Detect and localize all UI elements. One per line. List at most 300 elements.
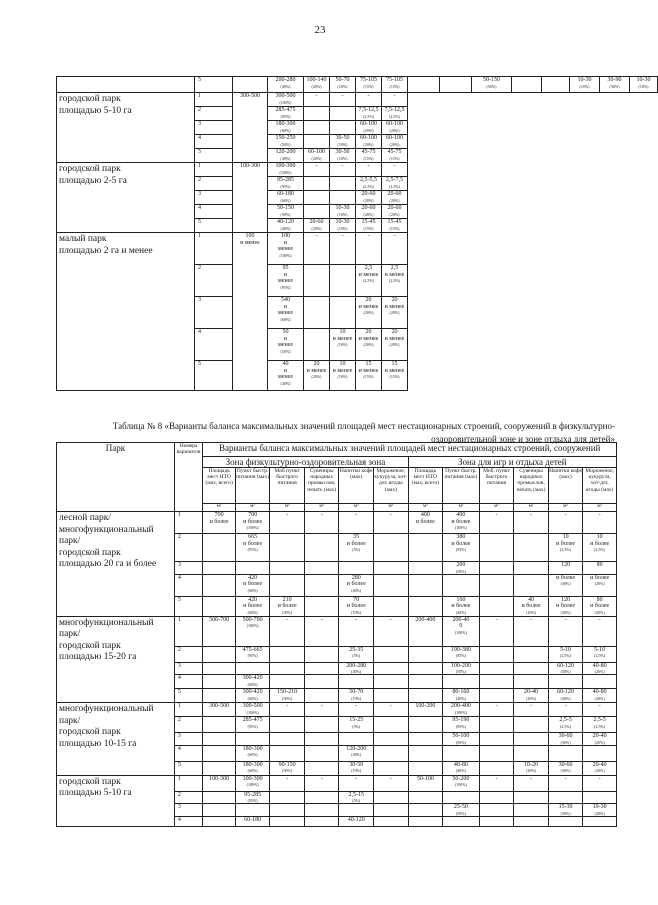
value-cell — [479, 534, 514, 562]
value-cell: 60-180 (60%) — [268, 191, 304, 205]
value-cell: 10-30 (10%) — [330, 219, 356, 233]
value-cell — [270, 662, 305, 675]
value-cell — [408, 646, 443, 662]
value-cell: 5-10 (2,5%) — [583, 646, 617, 662]
value-cell: 20-40 (10%) — [514, 689, 549, 703]
variant-number: 3 — [174, 562, 202, 575]
value-cell — [304, 562, 339, 575]
value-cell: 20 и менее (20%) — [382, 297, 408, 329]
value-cell — [374, 791, 409, 804]
value-cell — [304, 745, 339, 761]
value-cell: 200 (50%) — [443, 562, 480, 575]
value-cell: - — [304, 616, 339, 646]
value-cell — [479, 733, 514, 746]
value-cell: 100-140 (20%) — [304, 77, 330, 93]
value-cell: 80 — [583, 562, 617, 575]
variant-number: 1 — [174, 775, 202, 791]
value-cell: - — [270, 775, 305, 791]
value-cell — [270, 646, 305, 662]
table-8-caption: Таблица № 8 «Варианты баланса максимальных значений площадей мест нестационарных строений, сооружений в физкультурно-оздоровительной зоне и зоне отдыха для детей» — [112, 421, 615, 444]
header-balance: Варианты баланса максимальных значений площадей мест нестационарных строений, сооружений — [203, 443, 617, 457]
value-cell: 100 и менее (100%) — [268, 233, 304, 265]
value-cell — [479, 761, 514, 775]
value-cell: - — [356, 163, 382, 177]
value-cell: 50-150 (50%) — [472, 77, 512, 93]
variant-number: 5 — [195, 219, 233, 233]
value-cell — [514, 534, 549, 562]
page-number: 23 — [314, 24, 326, 36]
value-cell: 20-60 (20%) — [356, 191, 382, 205]
value-cell — [203, 816, 236, 826]
value-cell — [235, 562, 270, 575]
header-variant-number: Номера вариантов — [174, 443, 202, 512]
value-cell: 475-665 (95%) — [235, 646, 270, 662]
value-cell — [270, 791, 305, 804]
value-cell: - — [304, 512, 339, 534]
value-cell — [304, 733, 339, 746]
value-cell: - — [479, 616, 514, 646]
value-cell: 200-400 — [408, 616, 443, 646]
value-cell: - — [356, 233, 382, 265]
value-cell: 15-45 (15%) — [356, 219, 382, 233]
value-cell — [408, 574, 443, 596]
value-cell: 80-160 (40%) — [443, 689, 480, 703]
value-cell — [203, 791, 236, 804]
value-cell: - — [479, 775, 514, 791]
value-cell — [479, 646, 514, 662]
variant-number: 3 — [174, 733, 202, 746]
value-cell: 200-280 (40%) — [339, 662, 374, 675]
value-cell: - — [270, 616, 305, 646]
value-cell — [203, 562, 236, 575]
value-cell: 2,5 и менее (2,5%) — [382, 265, 408, 297]
value-cell — [443, 675, 480, 689]
park-cell — [57, 77, 195, 93]
value-cell: 10-30 (10%) — [330, 205, 356, 219]
area-value: 300-500 — [233, 93, 268, 163]
value-cell: 10 и менее (10%) — [330, 361, 356, 391]
value-cell: 45-75 (15%) — [356, 149, 382, 163]
value-cell — [270, 534, 305, 562]
unit-cell: м² — [408, 504, 443, 512]
value-cell — [408, 534, 443, 562]
value-cell: 190-380 (95%) — [443, 646, 480, 662]
value-cell: 50-150 (50%) — [268, 205, 304, 219]
value-cell — [408, 662, 443, 675]
value-cell: 15 и менее (15%) — [356, 361, 382, 391]
value-cell: 15-30 (30%) — [548, 804, 583, 817]
value-cell: 20 и менее (20%) — [356, 329, 382, 361]
value-cell — [235, 733, 270, 746]
table-8 — [56, 442, 617, 827]
value-cell: 300-500 — [203, 703, 236, 717]
value-cell: 50-100 — [408, 775, 443, 791]
value-cell — [339, 562, 374, 575]
value-cell — [270, 804, 305, 817]
area-value: 100 и менее — [233, 233, 268, 391]
value-cell: - — [583, 512, 617, 534]
table-7-continuation — [56, 76, 658, 391]
value-cell — [304, 761, 339, 775]
value-cell: 50-70 (10%) — [339, 689, 374, 703]
value-cell — [374, 761, 409, 775]
value-cell — [479, 574, 514, 596]
column-header: Напитки кофе (мах) — [339, 468, 374, 504]
value-cell: 180-300 (60%) — [235, 761, 270, 775]
value-cell: - — [330, 233, 356, 265]
value-cell — [514, 804, 549, 817]
column-header: Моб пункт быстрого питания — [270, 468, 305, 504]
value-cell — [270, 562, 305, 575]
value-cell — [514, 646, 549, 662]
value-cell — [304, 329, 330, 361]
value-cell: 120-200 (40%) — [268, 149, 304, 163]
value-cell — [408, 791, 443, 804]
value-cell: 665 и более (95%) — [235, 534, 270, 562]
value-cell: 25-50 (50%) — [443, 804, 480, 817]
variant-number: 4 — [195, 329, 233, 361]
value-cell: 80 и более (20%) — [583, 596, 617, 616]
value-cell — [374, 646, 409, 662]
value-cell — [440, 77, 472, 93]
value-cell — [514, 574, 549, 596]
value-cell: - — [583, 616, 617, 646]
value-cell: 160 и более (40%) — [443, 596, 480, 616]
value-cell: - — [339, 616, 374, 646]
value-cell — [408, 717, 443, 733]
value-cell: 60-120 (30%) — [548, 689, 583, 703]
value-cell — [203, 733, 236, 746]
park-name: городской парк площадью 5-10 га — [57, 775, 175, 826]
value-cell — [479, 791, 514, 804]
variant-number: 5 — [195, 149, 233, 163]
value-cell: 50-100 (50%) — [443, 733, 480, 746]
value-cell — [479, 562, 514, 575]
value-cell: - — [382, 93, 408, 107]
value-cell — [304, 791, 339, 804]
value-cell: - — [330, 163, 356, 177]
header-zone-fitness: Зона физкультурно-оздоровительная зона — [203, 457, 408, 468]
value-cell: 500-700 — [203, 616, 236, 646]
value-cell: 180-300 (60%) — [235, 745, 270, 761]
value-cell — [408, 745, 443, 761]
variant-number: 4 — [174, 745, 202, 761]
value-cell: 400 и более — [408, 512, 443, 534]
value-cell — [514, 733, 549, 746]
value-cell — [304, 135, 330, 149]
value-cell: - — [548, 512, 583, 534]
value-cell — [304, 804, 339, 817]
value-cell: 60-120 (30%) — [548, 662, 583, 675]
value-cell: 30-50 (10%) — [330, 149, 356, 163]
column-header: Сувениры народных промыслов, печать (мах) — [304, 468, 339, 504]
value-cell — [203, 574, 236, 596]
value-cell — [514, 745, 549, 761]
variant-number: 2 — [195, 107, 233, 121]
value-cell: - — [356, 93, 382, 107]
unit-cell: м² — [304, 504, 339, 512]
variant-number: 2 — [174, 534, 202, 562]
value-cell — [330, 265, 356, 297]
value-cell — [330, 107, 356, 121]
value-cell: 400 и более (100%) — [443, 512, 480, 534]
value-cell: - — [583, 703, 617, 717]
value-cell — [408, 562, 443, 575]
value-cell: 100-200 — [408, 703, 443, 717]
variant-number: 4 — [195, 135, 233, 149]
park-name: лесной парк/ многофункциональный парк/ городской парк площадью 20 га и более — [57, 512, 175, 617]
value-cell — [583, 816, 617, 826]
value-cell: 120 и более (30%) — [548, 596, 583, 616]
unit-cell: м² — [514, 504, 549, 512]
variant-number: 5 — [174, 689, 202, 703]
value-cell: - — [304, 775, 339, 791]
value-cell: - — [339, 703, 374, 717]
value-cell: 15 и менее (15%) — [382, 361, 408, 391]
value-cell: 285-475 (95%) — [268, 107, 304, 121]
value-cell: 100-300 (100%) — [268, 163, 304, 177]
value-cell: 5-10 (2,5%) — [548, 646, 583, 662]
value-cell — [408, 596, 443, 616]
value-cell — [443, 791, 480, 804]
value-cell: 10 и более (2,5%) — [583, 534, 617, 562]
value-cell: 300-420 (60%) — [235, 675, 270, 689]
value-cell: 10 и менее (10%) — [330, 329, 356, 361]
value-cell: 700 и более — [203, 512, 236, 534]
value-cell: 40-120 (40%) — [268, 219, 304, 233]
variant-number: 5 — [174, 761, 202, 775]
column-header: Площадь мест НТО (мах, всего) — [408, 468, 443, 504]
column-header: Площадь мест НТО (мах, всего) — [203, 468, 236, 504]
variant-number: 1 — [174, 616, 202, 646]
value-cell — [479, 675, 514, 689]
value-cell — [203, 804, 236, 817]
unit-cell: м² — [203, 504, 236, 512]
value-cell: 40-80 (40%) — [443, 761, 480, 775]
value-cell: 35 и более (5%) — [339, 534, 374, 562]
value-cell — [339, 675, 374, 689]
value-cell: - — [304, 233, 330, 265]
value-cell — [408, 689, 443, 703]
value-cell: 10 и более (2,5%) — [548, 534, 583, 562]
unit-cell: м² — [270, 504, 305, 512]
value-cell — [330, 297, 356, 329]
value-cell: 10-30 (10%) — [570, 77, 600, 93]
value-cell: 60-100 (20%) — [382, 121, 408, 135]
value-cell: 95-285 (95%) — [268, 177, 304, 191]
value-cell: 300-500 (100%) — [268, 93, 304, 107]
value-cell — [374, 534, 409, 562]
value-cell: 75-105 (15%) — [382, 77, 408, 93]
value-cell — [203, 689, 236, 703]
value-cell — [270, 733, 305, 746]
value-cell — [408, 804, 443, 817]
value-cell: - — [548, 775, 583, 791]
value-cell — [443, 745, 480, 761]
value-cell — [479, 717, 514, 733]
value-cell: и более (20%) — [583, 574, 617, 596]
value-cell: 100-300 (100%) — [235, 775, 270, 791]
value-cell: 45-75 (15%) — [382, 149, 408, 163]
value-cell — [203, 745, 236, 761]
value-cell: 200-40 0 (100%) — [443, 616, 480, 646]
value-cell: 2,5-5 (2,5%) — [548, 717, 583, 733]
value-cell — [270, 717, 305, 733]
unit-cell: м² — [374, 504, 409, 512]
value-cell — [304, 717, 339, 733]
table-row — [57, 775, 617, 791]
value-cell — [374, 562, 409, 575]
value-cell — [304, 574, 339, 596]
value-cell: 120 — [548, 562, 583, 575]
table-row — [57, 616, 617, 646]
value-cell: 20 и менее (20%) — [356, 297, 382, 329]
value-cell — [304, 689, 339, 703]
value-cell — [443, 816, 480, 826]
value-cell: 15-25 (5%) — [339, 717, 374, 733]
value-cell: 20-60 (20%) — [304, 219, 330, 233]
unit-cell: м² — [235, 504, 270, 512]
value-cell — [374, 733, 409, 746]
value-cell: 7,5-12,5 (2,5%) — [382, 107, 408, 121]
variant-number: 4 — [195, 205, 233, 219]
area-value: 100-300 — [233, 163, 268, 233]
value-cell: 40 и менее (40%) — [268, 361, 304, 391]
value-cell — [514, 662, 549, 675]
variant-number: 1 — [195, 163, 233, 177]
value-cell: 20-60 (20%) — [382, 205, 408, 219]
value-cell: - — [548, 703, 583, 717]
table-row — [57, 703, 617, 717]
variant-number: 1 — [195, 93, 233, 107]
value-cell: - — [479, 512, 514, 534]
header-zone-kids: Зона для игр и отдыха детей — [408, 457, 616, 468]
value-cell: 2,5-15 (5%) — [339, 791, 374, 804]
value-cell: 10-20 (10%) — [514, 761, 549, 775]
value-cell: - — [548, 616, 583, 646]
value-cell: - — [382, 163, 408, 177]
value-cell — [479, 745, 514, 761]
park-name: малый парк площадью 2 га и менее — [57, 233, 195, 391]
value-cell: 280 и более (40%) — [339, 574, 374, 596]
value-cell: 380 и более (95%) — [443, 534, 480, 562]
value-cell: 40 и более (10%) — [514, 596, 549, 616]
value-cell — [374, 689, 409, 703]
value-cell: 2,5-5,5 (2,5%) — [356, 177, 382, 191]
value-cell: - — [479, 703, 514, 717]
value-cell: 60-100 (20%) — [356, 121, 382, 135]
value-cell — [443, 574, 480, 596]
variant-number: 4 — [174, 675, 202, 689]
value-cell: - — [382, 233, 408, 265]
variant-number: 3 — [195, 121, 233, 135]
value-cell: 40-80 (20%) — [583, 662, 617, 675]
value-cell: 2,5-5 (2,5%) — [583, 717, 617, 733]
value-cell: 25-35 (5%) — [339, 646, 374, 662]
column-header: Мороженое, кукуруза, хот-дог, ягоды (мах) — [374, 468, 409, 504]
value-cell: 10-30 (20%) — [583, 804, 617, 817]
value-cell: 210 и более (30%) — [270, 596, 305, 616]
variant-number: 3 — [195, 191, 233, 205]
value-cell: - — [304, 703, 339, 717]
variant-number: 2 — [174, 791, 202, 804]
value-cell: - — [514, 512, 549, 534]
value-cell — [235, 662, 270, 675]
value-cell: 60-180 — [235, 816, 270, 826]
unit-cell: м² — [339, 504, 374, 512]
area-cell — [233, 77, 268, 93]
value-cell: 7,5-12,5 (2,5%) — [356, 107, 382, 121]
value-cell — [408, 761, 443, 775]
value-cell — [304, 177, 330, 191]
value-cell: 100-200 (50%) — [443, 662, 480, 675]
value-cell: 20-40 (20%) — [583, 761, 617, 775]
value-cell: 20 и менее (20%) — [304, 361, 330, 391]
value-cell: 30-50 (10%) — [330, 135, 356, 149]
value-cell: 90-150 (30%) — [270, 761, 305, 775]
variant-number: 3 — [195, 297, 233, 329]
value-cell — [304, 297, 330, 329]
value-cell: 20-60 (20%) — [356, 205, 382, 219]
value-cell — [235, 804, 270, 817]
value-cell — [479, 689, 514, 703]
value-cell — [304, 646, 339, 662]
value-cell — [304, 534, 339, 562]
value-cell — [512, 77, 542, 93]
value-cell: 300-420 (60%) — [235, 689, 270, 703]
value-cell — [270, 574, 305, 596]
value-cell — [514, 791, 549, 804]
value-cell — [304, 107, 330, 121]
column-header: Моб. пункт быстрого питания — [479, 468, 514, 504]
park-name: городской парк площадью 5-10 га — [57, 93, 195, 163]
value-cell — [339, 804, 374, 817]
value-cell — [408, 77, 440, 93]
value-cell — [304, 675, 339, 689]
value-cell — [203, 596, 236, 616]
variant-number: 2 — [174, 717, 202, 733]
value-cell — [408, 816, 443, 826]
value-cell: - — [330, 93, 356, 107]
unit-cell: м² — [583, 504, 617, 512]
variant-number: 5 — [174, 596, 202, 616]
value-cell: 200-400 (100%) — [443, 703, 480, 717]
unit-cell: м² — [548, 504, 583, 512]
value-cell: 50-200 (100%) — [443, 775, 480, 791]
value-cell — [330, 177, 356, 191]
variant-number: 2 — [195, 177, 233, 191]
value-cell — [514, 562, 549, 575]
value-cell: 180-300 (60%) — [268, 121, 304, 135]
value-cell: - — [304, 163, 330, 177]
value-cell — [548, 675, 583, 689]
value-cell: 50-70 (10%) — [330, 77, 356, 93]
value-cell: 70 и более (10%) — [339, 596, 374, 616]
value-cell: 30-50 (10%) — [339, 761, 374, 775]
value-cell: - — [374, 775, 409, 791]
value-cell: 60-100 (20%) — [304, 149, 330, 163]
value-cell — [514, 675, 549, 689]
value-cell: 40-80 (20%) — [583, 689, 617, 703]
value-cell — [479, 662, 514, 675]
variant-number: 5 — [195, 77, 233, 93]
unit-cell: м² — [479, 504, 514, 512]
value-cell — [203, 717, 236, 733]
variant-number: 3 — [174, 662, 202, 675]
value-cell — [330, 121, 356, 135]
value-cell — [203, 534, 236, 562]
table-row — [57, 93, 658, 107]
